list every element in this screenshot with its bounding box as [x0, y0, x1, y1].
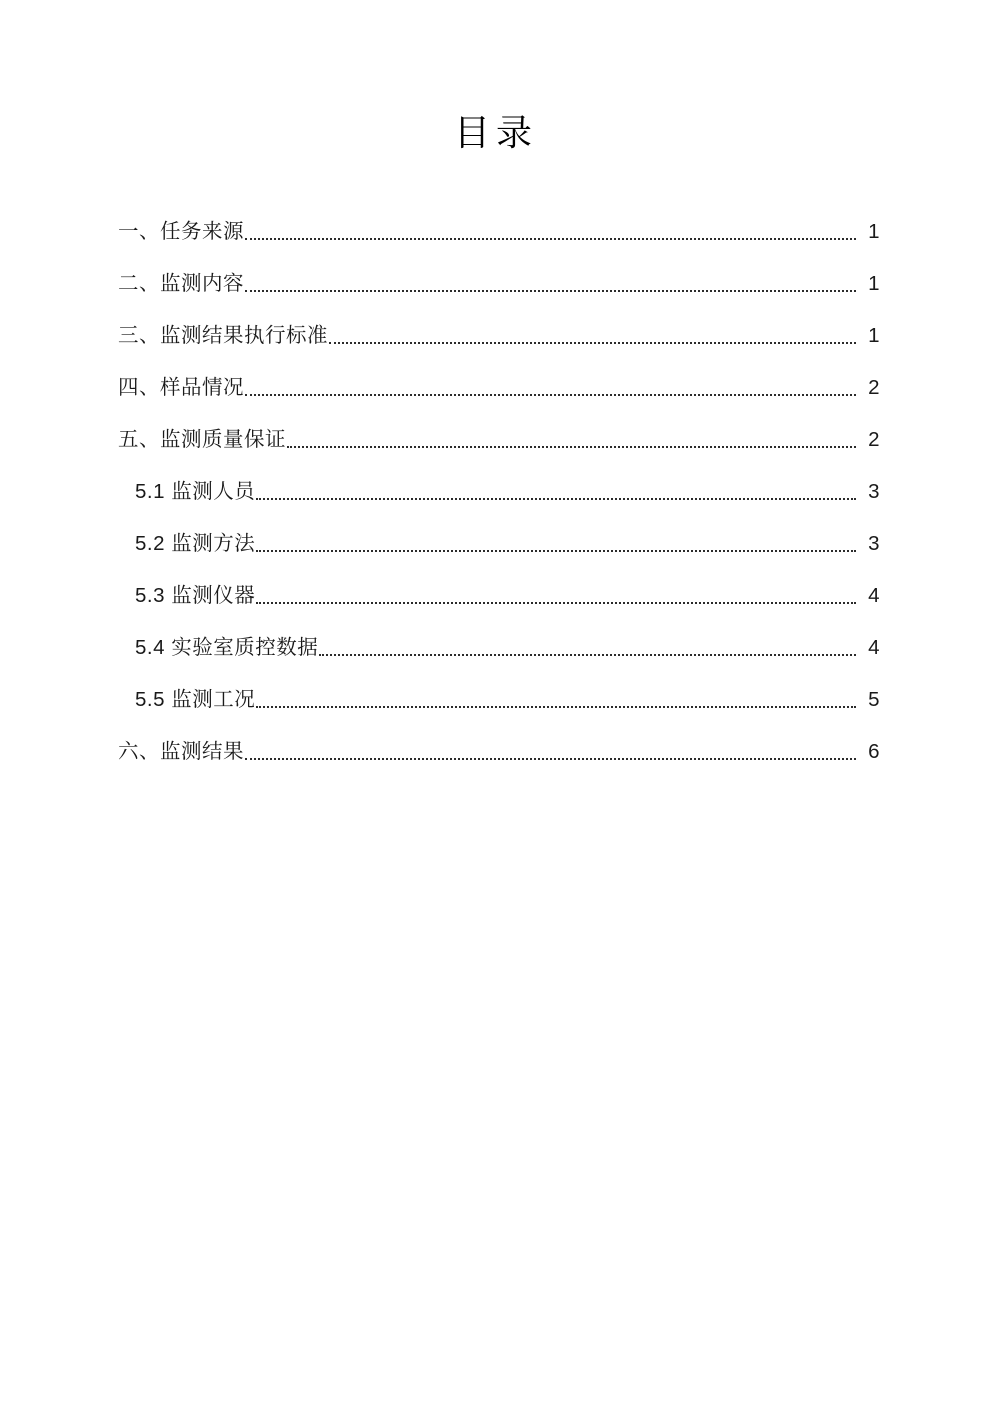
- toc-entry-page: 3: [868, 479, 880, 503]
- toc-leader-dots: [256, 537, 856, 557]
- toc-entry-page: 1: [868, 219, 880, 243]
- toc-entry[interactable]: [0, 401, 992, 453]
- toc-entry[interactable]: [0, 453, 992, 505]
- toc-entry[interactable]: [0, 193, 992, 245]
- toc-entry-label: 5.3 监测仪器: [135, 583, 256, 607]
- toc-entry-page: 1: [868, 323, 880, 347]
- toc-entry-label: 5.5 监测工况: [135, 687, 256, 711]
- toc-leader-dots: [256, 693, 856, 713]
- toc-leader-dots: [245, 381, 856, 401]
- toc-leader-dots: [256, 485, 856, 505]
- toc-entry-page: 6: [868, 739, 880, 763]
- toc-leader-dots: [245, 225, 856, 245]
- toc-entry-label: 六、监测结果: [118, 739, 244, 763]
- toc-entry[interactable]: [0, 661, 992, 713]
- toc-entry-label: 5.2 监测方法: [135, 531, 256, 555]
- toc-entry[interactable]: [0, 505, 992, 557]
- toc-leader-dots: [245, 745, 856, 765]
- page-title: 目录: [453, 113, 538, 153]
- toc-entry-label: 三、监测结果执行标准: [118, 323, 328, 347]
- toc-entry[interactable]: [0, 557, 992, 609]
- toc-entry-page: 2: [868, 375, 880, 399]
- toc-entry-page: 4: [868, 635, 880, 659]
- toc-leader-dots: [245, 277, 856, 297]
- toc-entry[interactable]: [0, 245, 992, 297]
- toc-entry-page: 5: [868, 687, 880, 711]
- toc-leader-dots: [287, 433, 856, 453]
- toc-entry-label: 一、任务来源: [118, 219, 244, 243]
- toc-entry-page: 4: [868, 583, 880, 607]
- toc-entry[interactable]: [0, 713, 992, 765]
- toc-entry-label: 5.1 监测人员: [135, 479, 256, 503]
- toc-leader-dots: [256, 589, 856, 609]
- toc-entry[interactable]: [0, 349, 992, 401]
- toc-leader-dots: [319, 641, 856, 661]
- toc-entry-label: 5.4 实验室质控数据: [135, 635, 319, 659]
- toc-entry-page: 1: [868, 271, 880, 295]
- toc-entry-page: 2: [868, 427, 880, 451]
- toc-entry[interactable]: [0, 609, 992, 661]
- toc-entry-label: 五、监测质量保证: [118, 427, 286, 451]
- table-of-contents: [0, 193, 992, 765]
- toc-entry[interactable]: [0, 297, 992, 349]
- toc-entry-page: 3: [868, 531, 880, 555]
- toc-leader-dots: [329, 329, 856, 349]
- toc-entry-label: 四、样品情况: [118, 375, 244, 399]
- toc-entry-label: 二、监测内容: [118, 271, 244, 295]
